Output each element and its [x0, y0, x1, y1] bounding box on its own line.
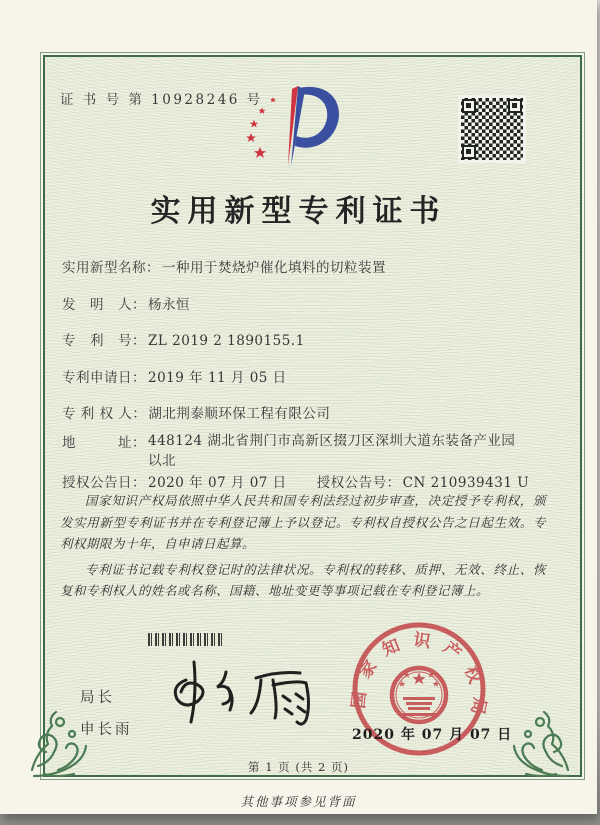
legal-paragraph: 专利证书记载专利权登记时的法律状况。专利权的转移、质押、无效、终止、恢复和专利权人的姓名或名称、国籍、地址变更等事项记载在专利登记簿上。	[60, 561, 546, 598]
shen-changyu-signature-icon	[156, 648, 341, 748]
national-emblem-icon	[392, 668, 446, 722]
field-label: 专 利 号：	[62, 333, 146, 349]
qr-finder-icon	[508, 99, 522, 113]
field-label: 授权公告号：	[316, 475, 401, 491]
field-label: 专 利 权 人：	[62, 406, 147, 422]
field-value: 448124 湖北省荆门市高新区掇刀区深圳大道东装备产业园以北	[148, 433, 516, 469]
field-value: 一种用于焚烧炉催化填料的切粒装置	[162, 260, 386, 276]
field-inventor	[62, 293, 190, 313]
field-label: 发 明 人：	[62, 297, 146, 313]
qr-finder-icon	[462, 99, 476, 113]
legal-paragraph: 国家知识产权局依照中华人民共和国专利法经过初步审查，决定授予专利权，颁发实用新型专利证书并在专利登记簿上予以登记。专利权自授权公告之日起生效。专利权期限为十年，自申请日起算。	[60, 493, 546, 551]
field-label: 授权公告日：	[62, 475, 146, 491]
signer-title: 局长	[80, 690, 115, 706]
field-value: 2020 年 07 月 07 日	[148, 475, 287, 491]
field-address	[62, 431, 520, 471]
field-value: 杨永恒	[148, 297, 190, 313]
field-label: 地 址：	[62, 435, 146, 451]
field-value: 2019 年 11 月 05 日	[148, 370, 287, 386]
legal-text	[60, 490, 546, 606]
cnipa-logo-icon	[235, 80, 357, 174]
barcode-icon	[148, 633, 222, 646]
field-filing-date	[62, 366, 287, 386]
field-label: 实用新型名称：	[62, 260, 160, 276]
seal-ring-text: 国家知识产权局	[348, 630, 490, 729]
field-patentee	[62, 402, 330, 422]
qr-finder-icon	[462, 145, 476, 159]
field-label: 专利申请日：	[62, 370, 146, 386]
qr-code	[461, 98, 523, 160]
back-note: 其他事项参见背面	[240, 794, 357, 809]
field-utility-model-name	[62, 256, 386, 276]
certificate-title: 实用新型专利证书	[150, 194, 447, 229]
certificate-number: 证 书 号 第 10928246 号	[60, 92, 263, 108]
page-number: 第 1 页 (共 2 页)	[248, 760, 349, 774]
field-value: ZL 2019 2 1890155.1	[148, 333, 305, 349]
field-patent-number	[62, 329, 305, 349]
field-value: CN 210939431 U	[402, 475, 530, 491]
signer-block	[80, 686, 133, 750]
seal-date: 2020 年 07 月 07 日	[352, 727, 513, 743]
field-value: 湖北荆泰顺环保工程有限公司	[148, 406, 331, 422]
field-grant-date-and-number	[62, 471, 529, 491]
signer-name: 申长雨	[80, 722, 133, 738]
